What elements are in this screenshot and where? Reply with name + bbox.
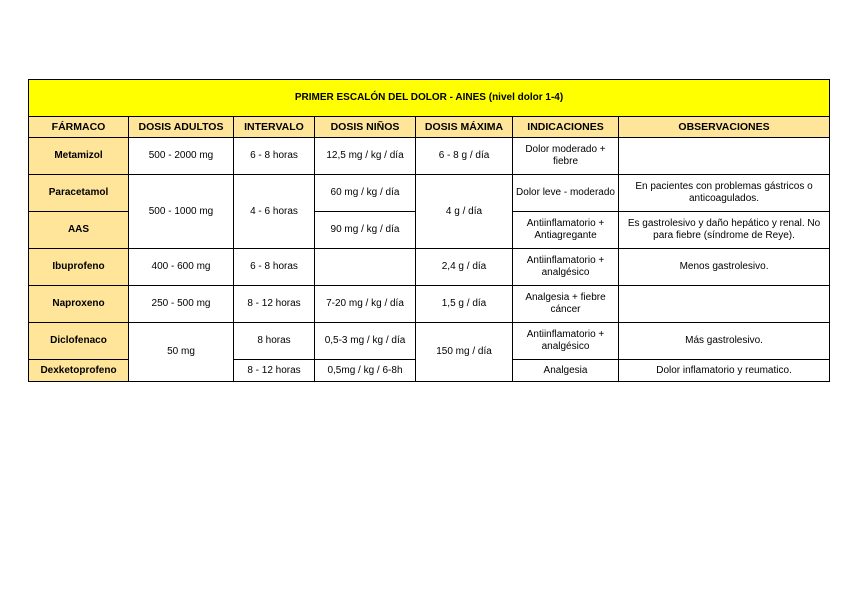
aines-table [28, 79, 830, 382]
child-dose: 12,5 mg / kg / día [315, 138, 416, 175]
interval: 6 - 8 horas [234, 249, 315, 286]
header-indicaciones: INDICACIONES [513, 117, 619, 138]
max-dose: 1,5 g / día [416, 286, 513, 323]
interval: 8 - 12 horas [234, 360, 315, 382]
max-dose: 6 - 8 g / día [416, 138, 513, 175]
child-dose: 7-20 mg / kg / día [315, 286, 416, 323]
indications: Analgesia + fiebre cáncer [513, 286, 619, 323]
child-dose [315, 249, 416, 286]
title-row [29, 80, 830, 117]
indications: Antiinflamatorio + Antiagregante [513, 212, 619, 249]
table-row [29, 286, 830, 323]
drug-name: Ibuprofeno [29, 249, 129, 286]
adult-dose: 250 - 500 mg [129, 286, 234, 323]
header-dosis-maxima: DOSIS MÁXIMA [416, 117, 513, 138]
child-dose: 0,5-3 mg / kg / día [315, 323, 416, 360]
observations: Más gastrolesivo. [619, 323, 830, 360]
drug-name: Naproxeno [29, 286, 129, 323]
child-dose: 90 mg / kg / día [315, 212, 416, 249]
adult-dose: 50 mg [129, 323, 234, 382]
drug-name: Dexketoprofeno [29, 360, 129, 382]
indications: Analgesia [513, 360, 619, 382]
observations: Menos gastrolesivo. [619, 249, 830, 286]
indications: Dolor moderado + fiebre [513, 138, 619, 175]
max-dose: 150 mg / día [416, 323, 513, 382]
table-row [29, 175, 830, 212]
drug-name: Paracetamol [29, 175, 129, 212]
interval: 6 - 8 horas [234, 138, 315, 175]
header-observaciones: OBSERVACIONES [619, 117, 830, 138]
table-row [29, 138, 830, 175]
header-dosis-adultos: DOSIS ADULTOS [129, 117, 234, 138]
observations: Es gastrolesivo y daño hepático y renal. No para fiebre (síndrome de Reye). [619, 212, 830, 249]
adult-dose: 500 - 2000 mg [129, 138, 234, 175]
table-row [29, 323, 830, 360]
table-row [29, 249, 830, 286]
header-farmaco: FÁRMACO [29, 117, 129, 138]
drug-name: AAS [29, 212, 129, 249]
indications: Antiinflamatorio + analgésico [513, 249, 619, 286]
max-dose: 4 g / día [416, 175, 513, 249]
header-row [29, 117, 830, 138]
header-dosis-ninos: DOSIS NIÑOS [315, 117, 416, 138]
indications: Antiinflamatorio + analgésico [513, 323, 619, 360]
drug-name: Diclofenaco [29, 323, 129, 360]
observations: Dolor inflamatorio y reumatico. [619, 360, 830, 382]
max-dose: 2,4 g / día [416, 249, 513, 286]
drug-name: Metamizol [29, 138, 129, 175]
indications: Dolor leve - moderado [513, 175, 619, 212]
header-intervalo: INTERVALO [234, 117, 315, 138]
child-dose: 0,5mg / kg / 6-8h [315, 360, 416, 382]
observations [619, 138, 830, 175]
table-title: PRIMER ESCALÓN DEL DOLOR - AINES (nivel dolor 1-4) [29, 80, 830, 117]
interval: 8 - 12 horas [234, 286, 315, 323]
child-dose: 60 mg / kg / día [315, 175, 416, 212]
interval: 4 - 6 horas [234, 175, 315, 249]
observations: En pacientes con problemas gástricos o anticoagulados. [619, 175, 830, 212]
interval: 8 horas [234, 323, 315, 360]
observations [619, 286, 830, 323]
adult-dose: 400 - 600 mg [129, 249, 234, 286]
adult-dose: 500 - 1000 mg [129, 175, 234, 249]
